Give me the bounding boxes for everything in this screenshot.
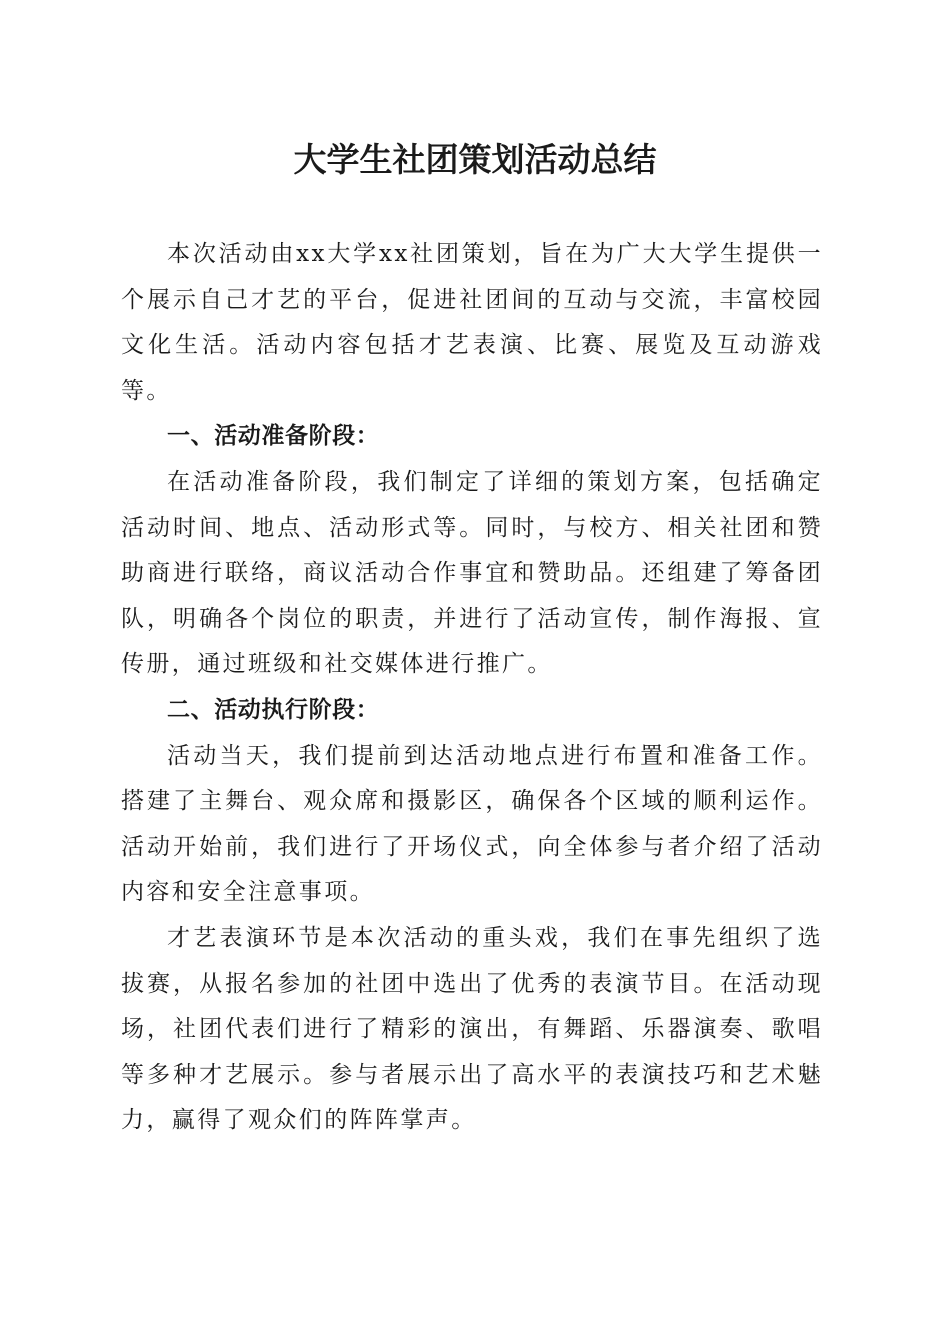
document-body	[121, 232, 823, 1144]
document-title: 大学生社团策划活动总结	[293, 140, 657, 179]
section-heading-execution: 二、活动执行阶段：	[167, 696, 380, 723]
execution-paragraph-1: 活动当天，我们提前到达活动地点进行布置和准备工作。搭建了主舞台、观众席和摄影区，确保各个区域的顺利运作。活动开始前，我们进行了开场仪式，向全体参与者介绍了活动内容和安全注意事项。	[121, 742, 823, 906]
execution-paragraph-2: 才艺表演环节是本次活动的重头戏，我们在事先组织了选拔赛，从报名参加的社团中选出了优秀的表演节目。在活动现场，社团代表们进行了精彩的演出，有舞蹈、乐器演奏、歌唱等多种才艺展示。参与者展示出了高水平的表演技巧和艺术魅力，赢得了观众们的阵阵掌声。	[121, 924, 823, 1134]
intro-paragraph: 本次活动由xx大学xx社团策划，旨在为广大大学生提供一个展示自己才艺的平台，促进社团间的互动与交流，丰富校园文化生活。活动内容包括才艺表演、比赛、展览及互动游戏等。	[121, 241, 823, 404]
preparation-paragraph: 在活动准备阶段，我们制定了详细的策划方案，包括确定活动时间、地点、活动形式等。同时，与校方、相关社团和赞助商进行联络，商议活动合作事宜和赞助品。还组建了筹备团队，明确各个岗位的职责，并进行了活动宣传，制作海报、宣传册，通过班级和社交媒体进行推广。	[121, 468, 823, 678]
section-heading-preparation: 一、活动准备阶段：	[167, 423, 380, 450]
